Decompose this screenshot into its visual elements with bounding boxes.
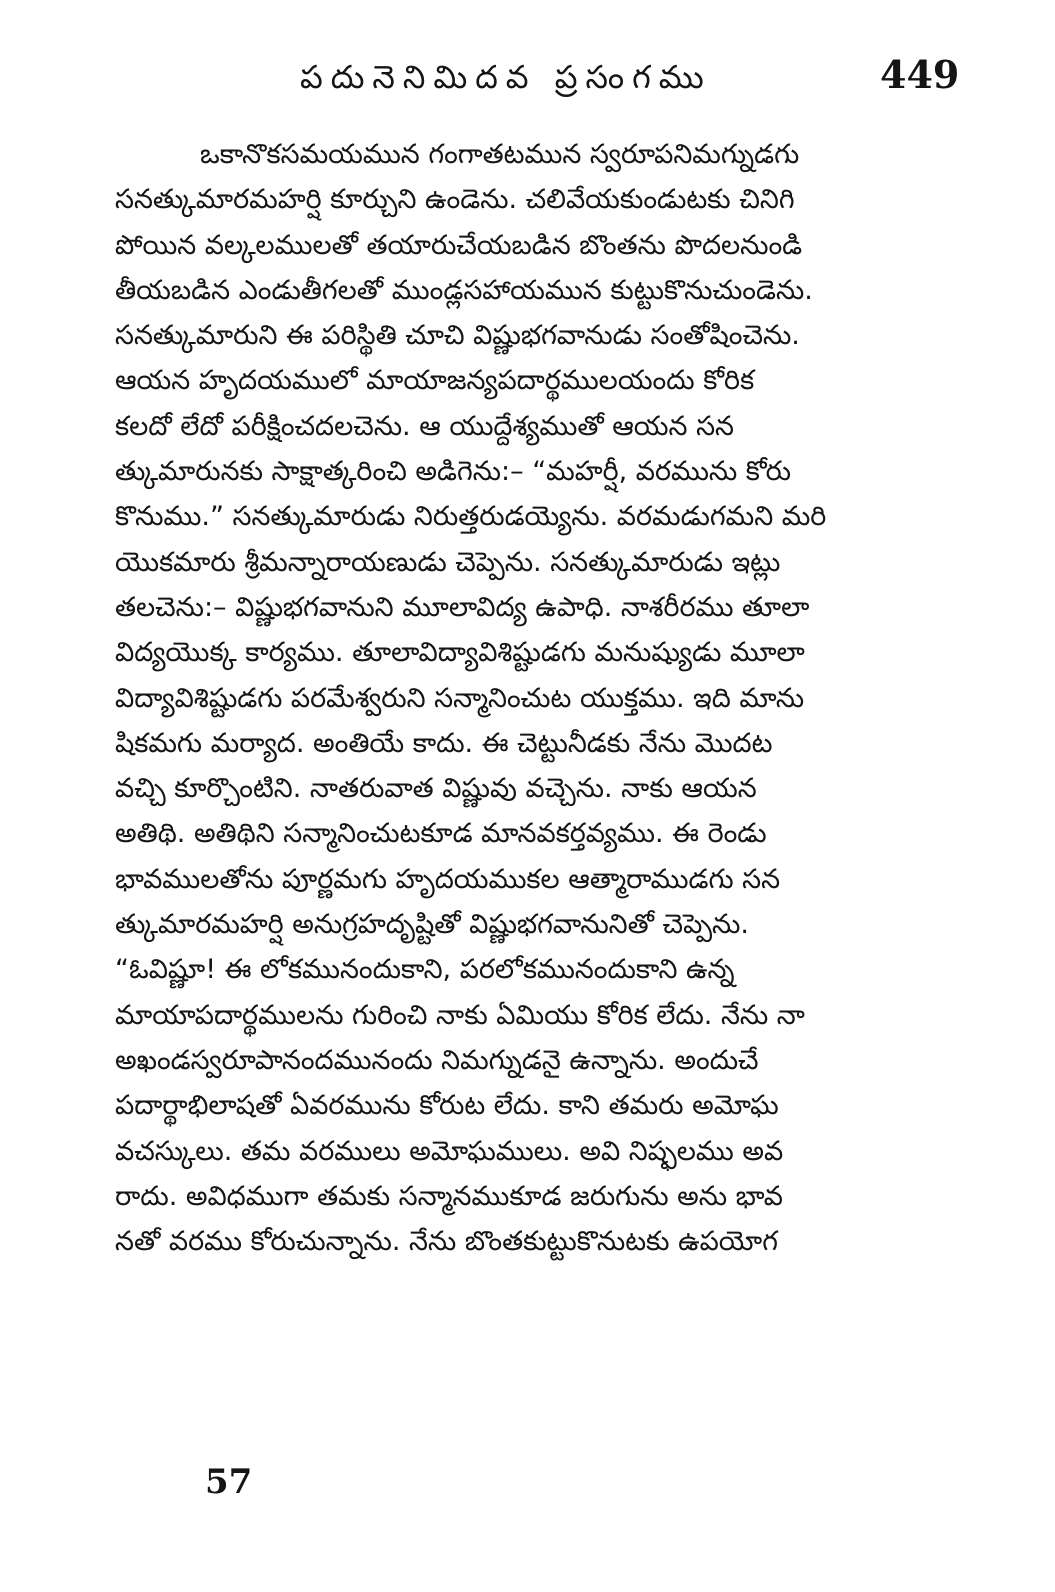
chapter-title: పదునెనిమిదవ ప్రసంగము: [300, 58, 712, 96]
text-line: తలచెను:– విష్ణుభగవానుని మూలావిద్య ఉపాధి. నాశరీరము తూలా: [115, 591, 810, 623]
text-line: వచస్కులు. తమ వరములు అమోఘములు. అవి నిష్ఫలము అవ: [115, 1135, 784, 1167]
text-line: అతిథి. అతిథిని సన్మానించుటకూడ మానవకర్తవ్యము. ఈ రెండు: [115, 818, 767, 850]
text-line: రాదు. అవిధముగా తమకు సన్మానముకూడ జరుగును అను భావ: [115, 1180, 783, 1212]
text-line: విద్యయొక్క కార్యము. తూలావిద్యావిశిష్టుడగు మనుష్యుడు మూలా: [115, 637, 805, 669]
text-line: “ఓవిష్ణూ! ఈ లోకమునందుకాని, పరలోకమునందుకాని ఉన్న: [115, 954, 735, 986]
text-line: యొకమారు శ్రీమన్నారాయణుడు చెప్పెను. సనత్కుమారుడు ఇట్లు: [115, 546, 781, 578]
text-line: పదార్థాభిలాషతో ఏవరమును కోరుట లేదు. కాని తమరు అమోఘ: [115, 1090, 779, 1122]
text-line: నతో వరము కోరుచున్నాను. నేను బొంతకుట్టుకొనుటకు ఉపయోగ: [115, 1226, 778, 1258]
text-line: కలదో లేదో పరీక్షించదలచెను. ఆ యుద్దేశ్యముతో ఆయన సన: [115, 410, 734, 442]
text-line: షికమగు మర్యాద. అంతియే కాదు. ఈ చెట్టునీడకు నేను మొదట: [115, 727, 773, 759]
text-line: సనత్కుమారమహర్షి కూర్చుని ఉండెను. చలివేయకుండుటకు చినిగి: [115, 184, 795, 216]
body-text: [115, 132, 945, 1264]
text-line: తీయబడిన ఎండుతీగలతో ముండ్లసహాయమున కుట్టుకొనుచుండెను.: [115, 274, 813, 306]
text-line: కొనుము.” సనత్కుమారుడు నిరుత్తరుడయ్యెను. వరమడుగమని మరి: [115, 501, 827, 533]
text-line: త్కుమారునకు సాక్షాత్కరించి అడిగెను:– “మహర్షీ, వరమును కోరు: [115, 456, 791, 488]
signature-number: 57: [205, 1462, 253, 1502]
text-line: వచ్చి కూర్చొంటిని. నాతరువాత విష్ణువు వచ్చెను. నాకు ఆయన: [115, 773, 757, 805]
text-line: అఖండస్వరూపానందమునందు నిమగ్నుడనై ఉన్నాను. అందుచే: [115, 1044, 759, 1076]
text-line: పోయిన వల్కలములతో తయారుచేయబడిన బొంతను పొదలనుండి: [115, 229, 803, 261]
page-number: 449: [880, 52, 960, 97]
text-line: ఒకానొకసమయమున గంగాతటమున స్వరూపనిమగ్నుడగు: [200, 139, 800, 170]
page-header: [0, 52, 1055, 108]
text-line: త్కుమారమహర్షి అనుగ్రహదృష్టితో విష్ణుభగవానునితో చెప్పెను.: [115, 909, 749, 941]
text-line: సనత్కుమారుని ఈ పరిస్థితి చూచి విష్ణుభగవానుడు సంతోషించెను.: [115, 320, 800, 352]
text-line: ఆయన హృదయములో మాయాజన్యపదార్థములయందు కోరిక: [115, 365, 755, 397]
text-line: భావములతోను పూర్ణమగు హృదయముకల ఆత్మారాముడగు సన: [115, 863, 781, 895]
text-line: విద్యావిశిష్టుడగు పరమేశ్వరుని సన్మానించుట యుక్తము. ఇది మాను: [115, 682, 805, 714]
text-line: మాయాపదార్థములను గురించి నాకు ఏమియు కోరిక లేదు. నేను నా: [115, 999, 805, 1031]
